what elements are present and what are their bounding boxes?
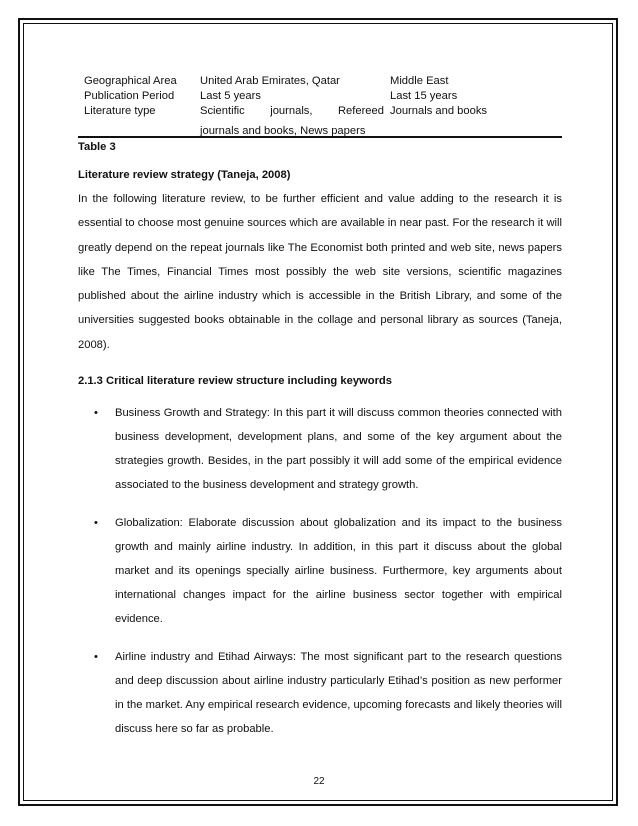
bullet-icon: •	[94, 517, 98, 530]
table-row	[78, 89, 562, 104]
list-item-text: Business Growth and Strategy: In this part it will discuss common theories connected with business development, development plans, and some of the key argument about the strategies growth. Besides, in the part possibly it will add some of the empirical evidence associated to the business development and strategy growth.	[115, 407, 562, 492]
bullet-icon: •	[94, 407, 98, 420]
subheading: Literature review strategy (Taneja, 2008)	[78, 169, 291, 181]
list-item-text: Globalization: Elaborate discussion about globalization and its impact to the business growth and mainly airline industry. In addition, in this part it discuss about the global market and its openings specially airline business. Furthermore, key arguments about international changes impact for the airline business sector together with empirical evidence.	[115, 517, 562, 626]
table-cell-line: journals and books, News papers	[200, 125, 366, 137]
table-cell: Literature type	[84, 105, 156, 117]
section-heading: 2.1.3 Critical literature review structure including keywords	[78, 375, 392, 388]
criteria-table	[78, 74, 562, 155]
bullet-icon: •	[94, 651, 98, 664]
list-item	[78, 645, 562, 741]
table-cell: Journals and books	[390, 105, 488, 117]
table-cell: Last 15 years	[390, 90, 458, 102]
table-cell-word: journals,	[270, 105, 313, 117]
list-item-text: Airline industry and Etihad Airways: The most significant part to the research questions and deep discussion about airline industry particularly Etihad’s position as new performer in the market. Any empirical research evidence, upcoming forecasts and likely theories will discuss here so far as probable.	[115, 651, 562, 736]
body-paragraph: In the following literature review, to be further efficient and value adding to the research it is essential to choose most genuine sources which are available in near past. For the research it will greatly depend on the repeat journals like The Economist both printed and web site, news papers like The Times, Financial Times most possibly the web site versions, scientific magazines published about the airline industry which is accessible in the British Library, and some of the universities suggested books obtainable in the collage and personal library as sources (Taneja, 2008).	[78, 193, 562, 351]
table-cell: Publication Period	[84, 90, 175, 102]
page-number: 22	[313, 776, 325, 787]
list-item	[78, 511, 562, 631]
list-item	[78, 401, 562, 497]
bullet-list	[78, 401, 562, 741]
table-cell: United Arab Emirates, Qatar	[200, 75, 340, 87]
table-cell: Middle East	[390, 75, 449, 87]
table-row	[78, 104, 562, 137]
table-cell-word: Scientific	[200, 105, 245, 117]
page-content	[78, 74, 562, 755]
table-caption: Table 3	[78, 141, 116, 153]
table-cell: Last 5 years	[200, 90, 261, 102]
table-cell: Geographical Area	[84, 75, 177, 87]
table-row	[78, 74, 562, 89]
table-cell-word: Refereed	[337, 105, 384, 117]
table-cell	[194, 104, 384, 137]
